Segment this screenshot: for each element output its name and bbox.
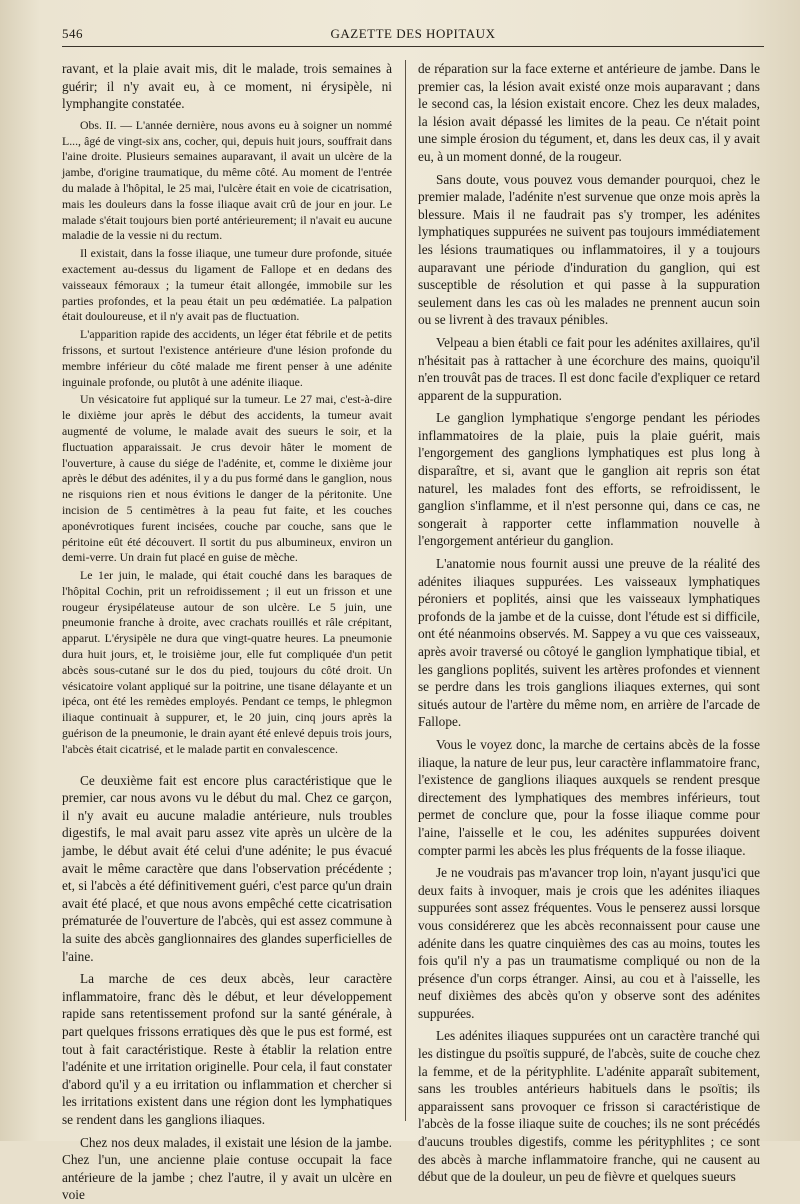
observation-text: L'année dernière, nous avons eu à soigner un nommé L..., âgé de vingt-six ans, cocher, qui, depuis huit jours, souffrait dans l'aine droite. Plusieurs semaines auparavant, il avait un ulcère de la jambe, d'origine traumatique, du même côté. Au moment de l'entrée du malade à l'hôpital, le 25 mai, l'ulcère était en voie de cicatrisation, mais les douleurs dans la fosse iliaque avait crû de jour en jour. Le malade s'était toujours bien porté antérieurement; il n'avait eu aucune maladie de la vessie ni du rectum.	[62, 117, 393, 243]
observation-block	[62, 118, 392, 758]
paragraph: La marche de ces deux abcès, leur caractère inflammatoire, franc dès le début, et leur développement rapide sans retentissement profond sur la santé générale, à part quelques frissons erratiques dès que le pus est formé, est tout à fait caractéristique. Reste à établir la relation entre l'adénite et une irritation originelle. Pour cela, il faut constater d'abord qu'il y a eu irritation ou inflammation et chercher si les irritations existent dans une région dont les lymphatiques se rendent dans les ganglions iliaques.	[62, 971, 392, 1127]
paragraph: Les adénites iliaques suppurées ont un caractère tranché qui les distingue du psoïtis suppuré, de l'abcès, suite de couche chez la femme, et de la pérityphlite. L'adénite apparaît subitement, sans les troubles antérieurs habituels dans le psoïtis; ils apparaissent sans provoquer ce frisson si caractéristique de l'abcès de la fosse iliaque suite de couches; ils ne sont précédés d'aucuns troubles digestifs, comme les pérityphlites ; ce sont des abcès à marche inflammatoire franche, qui ne causent au début que de la douleur, un peu de fièvre et quelques sueurs	[418, 1028, 760, 1185]
right-column	[418, 60, 760, 1185]
paragraph: Velpeau a bien établi ce fait pour les adénites axillaires, qu'il n'hésitait pas à rattacher à une écorchure des mains, quoiqu'il n'en trouvât pas de traces. Il est donc facile d'expliquer ce retard apparent de la suppuration.	[418, 334, 760, 403]
observation-paragraph: Il existait, dans la fosse iliaque, une tumeur dure profonde, située exactement au-dessus du ligament de Fallope et en dedans des vaisseaux fémoraux ; la tumeur était allongée, immobile sur les parties profondes, et la peau était un peu œdématiée. La palpation était douloureuse, et il n'y avait pas de fluctuation.	[62, 246, 392, 324]
observation-paragraph: Un vésicatoire fut appliqué sur la tumeur. Le 27 mai, c'est-à-dire le dixième jour après le début des accidents, la tumeur avait augmenté de volume, le malade avait des sueurs le soir, et la fluctuation apparaissait. Je crus devoir hâter le moment de l'ouverture, à cause du siége de l'adénite, et, comme le dixième jour après le début des adénites, il y a du pus formé dans le ganglion, nous ne risquions rien et nous évitions le danger de la péritonite. Une incision de 5 centimètres à la peau fut faite, et les couches aponévrotiques furent incisées, couche par couche, sans que le péritoine eût été découvert. Il sortit du pus albumineux, environ un demi-verre. Un drain fut placé en guise de mèche.	[62, 392, 392, 565]
observation-paragraph	[62, 118, 392, 244]
left-column	[62, 60, 393, 1203]
observation-paragraph: Le 1er juin, le malade, qui était couché dans les baraques de l'hôpital Cochin, prit un refroidissement ; il eut un frisson et une rougeur érysipélateuse autour de son ulcère. Le 5 juin, une pneumonie franche à droite, avec crachats rouillés et râle crépitant, apparut. L'érysipèle ne dura que vingt-quatre heures. La pneumonie dura huit jours, et, le troisième jour, elle fut compliquée d'un petit abcès sous-cutané sur le dos du pied, toujours du côté droit. Un vésicatoire volant appliqué sur la poitrine, une tisane délayante et un ipéca, ont été les remèdes employés. Pendant ce temps, le phlegmon iliaque continuait à suppurer, et, le 20 juin, cinq jours après la guérison de la pneumonie, le drain ayant été enlevé depuis trois jours, l'abcès était cicatrisé, et le malade partit en convalescence.	[62, 568, 392, 756]
observation-title: Obs. II. —	[80, 117, 132, 132]
observation-paragraph: L'apparition rapide des accidents, un léger état fébrile et de petits frissons, et surtout l'existence antérieure d'une lésion profonde du membre inférieur du côté malade me firent penser à une adénite inguinale profonde, ou plutôt à une adénite iliaque.	[62, 327, 392, 389]
paragraph: Je ne voudrais pas m'avancer trop loin, n'ayant jusqu'ici que deux faits à invoquer, mais je crois que les adénites iliaques suppurées sont assez fréquentes. Vous le penserez aussi lorsque vous considérerez que les abcès reconnaissent pour cause une adénite dans les quatre cinquièmes des cas au moins, toutes les fois qu'il n'y a pas un traumatisme compliqué ou non de la présence d'un corps étranger. Ainsi, au cou et à l'aisselle, les neuf dixièmes des abcès qu'on y observe sont des adénites suppurées.	[418, 865, 760, 1021]
paragraph: Le ganglion lymphatique s'engorge pendant les périodes inflammatoires de la plaie, puis la plaie guérit, mais l'engorgement des ganglions lymphatiques est plus long à disparaître, et si, avant que le ganglion ait repris son état naturel, les malades font des efforts, se refroidissent, le ganglion s'inflamme, et il n'est personne qui, dans ce cas, ne songerait à rapporter cette inflammation nouvelle à l'engorgement antérieur du ganglion.	[418, 410, 760, 549]
paragraph: de réparation sur la face externe et antérieure de jambe. Dans le premier cas, la lésion avait existé onze mois auparavant ; dans le second cas, la lésion existait encore. Chez les deux malades, la lésion avait dépassé les limites de la peau. Ce n'était point une simple érosion du tégument, et, dans les deux cas, il y avait eu, à un moment donné, de la rougeur.	[418, 61, 760, 164]
page-header	[62, 20, 764, 47]
paragraph: Sans doute, vous pouvez vous demander pourquoi, chez le premier malade, l'adénite n'est survenue que onze mois après la blessure. Mais il ne faudrait pas s'y tromper, les adénites lymphatiques suppurées ne suivent pas toujours immédiatement les lésions traumatiques ou inflammatoires, il y a toujours auparavant une période d'induration du ganglion, qui est susceptible de résolution et qui passe à la suppuration seulement dans les cas où les malades ne prennent aucun soin ou se livrent à des travaux pénibles.	[418, 171, 760, 328]
column-divider	[405, 60, 406, 1121]
page-number: 546	[62, 26, 83, 41]
paragraph: ravant, et la plaie avait mis, dit le malade, trois semaines à guérir; il n'y avait eu, à ce moment, ni érysipèle, ni lymphangite constatée.	[62, 61, 392, 112]
paragraph: L'anatomie nous fournit aussi une preuve de la réalité des adénites iliaques suppurées. Les vaisseaux lymphatiques péroniers et poplités, ainsi que les vaisseaux lymphatiques profonds de la jambe et de la cuisse, dont l'étude est si difficile, ont été néanmoins observés. M. Sappey a vu que ces vaisseaux, après avoir traversé ou côtoyé le ganglion lymphatique tibial, et les ganglions poplités, suivent les artères profondes et viennent se perdre dans les trois ganglions iliaques externes, qui sont situés autour de l'artère du même nom, en arrière de l'arcade de Fallope.	[418, 556, 760, 730]
journal-title: GAZETTE DES HOPITAUX	[330, 26, 496, 41]
paragraph: Ce deuxième fait est encore plus caractéristique que le premier, car nous avons vu le début du mal. Chez ce garçon, il n'y avait eu aucune maladie antérieure, nuls troubles digestifs, le mal avait paru assez vite après un ulcère de la jambe, le début avait été celui d'une adénite; le pus évacué avait le même caractère que dans l'observation précédente ; et, si l'abcès a été définitivement guéri, c'est parce qu'un drain avait été placé, et que nous avons empêché cette cicatrisation prématurée de l'ouverture de l'abcès, qui est assez commune à la suite des abcès ganglionnaires des glandes superficielles de l'aine.	[62, 772, 392, 964]
paragraph: Chez nos deux malades, il existait une lésion de la jambe. Chez l'un, une ancienne plaie contuse occupait la face antérieure de la jambe ; chez l'autre, il y avait un ulcère en voie	[62, 1134, 392, 1203]
paragraph: Vous le voyez donc, la marche de certains abcès de la fosse iliaque, la nature de leur pus, leur caractère inflammatoire franc, l'existence de ganglions iliaques auxquels se rendent presque directement des lymphatiques des membres inférieurs, tout permet de conclure que, pour la fosse iliaque comme pour l'aine, l'aisselle et le cou, les adénites suppurées doivent compter parmi les abcès les plus fréquents de la fosse iliaque.	[418, 736, 760, 858]
